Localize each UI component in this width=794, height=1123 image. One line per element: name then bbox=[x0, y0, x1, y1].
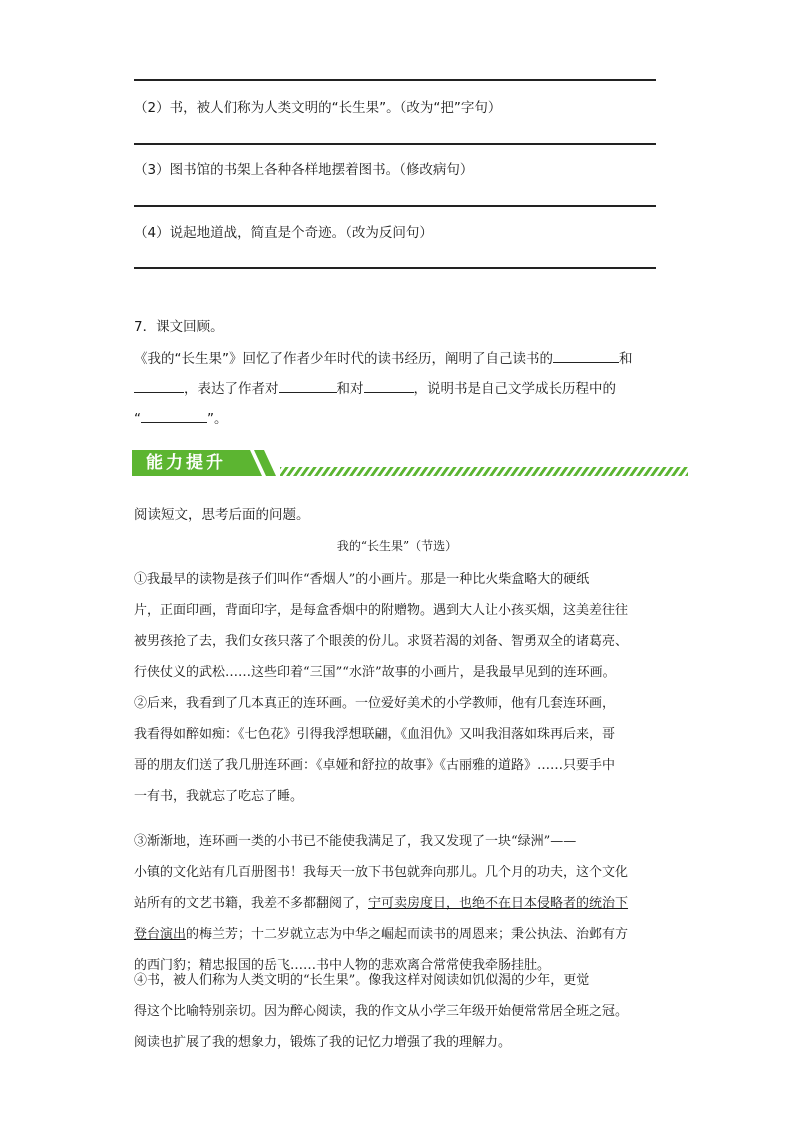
paragraph-line bbox=[134, 919, 664, 950]
q7-text: ，说明书是自己文学成长历程中的 bbox=[413, 381, 616, 397]
underlined-sentence: 宁可卖房度日，也绝不在日本侵略者的统治下 bbox=[368, 896, 629, 911]
line-text: 的梅兰芳；十二岁就立志为中华之崛起而读书的周恩来；秉公执法、治邺有方 bbox=[186, 927, 629, 942]
passage-paragraph-1 bbox=[134, 564, 664, 688]
fill-blank[interactable] bbox=[134, 378, 184, 393]
banner-label: 能力提升 bbox=[146, 453, 226, 473]
passage-paragraph-3 bbox=[134, 826, 664, 981]
question-7-line-3 bbox=[134, 408, 228, 428]
q7-text: ，表达了作者对 bbox=[184, 381, 279, 397]
section-banner bbox=[132, 446, 692, 480]
paragraph-line: ①我最早的读物是孩子们叫作“香烟人”的小画片。那是一种比火柴盒略大的硬纸 bbox=[134, 572, 590, 587]
q7-text: 《我的“长生果”》回忆了作者少年时代的读书经历，阐明了自己读书的 bbox=[134, 351, 553, 367]
passage-paragraph-2 bbox=[134, 688, 664, 812]
paragraph-line: 得这个比喻特别亲切。因为醉心阅读，我的作文从小学三年级开始便常常居全班之冠。 bbox=[134, 1004, 629, 1019]
paragraph-line: 的西门豹；精忠报国的岳飞……书中人物的悲欢离合常常使我牵肠挂肚。 bbox=[134, 958, 551, 973]
paragraph-line: 我看得如醉如痴：《七色花》引得我浮想联翩，《血泪仇》又叫我泪落如珠再后来，哥 bbox=[134, 727, 616, 742]
paragraph-line: ④书，被人们称为人类文明的“长生果”。像我这样对阅读如饥似渴的少年，更觉 bbox=[134, 973, 590, 988]
paragraph-line: ③渐渐地，连环画一类的小书已不能使我满足了，我又发现了一块“绿洲”—— bbox=[134, 834, 577, 849]
fill-blank[interactable] bbox=[279, 378, 337, 393]
paragraph-line: 被男孩抢了去，我们女孩只落了个眼羡的份儿。求贤若渴的刘备、智勇双全的诸葛亮、 bbox=[134, 634, 629, 649]
question-2: （2）书，被人们称为人类文明的“长生果”。（改为“把”字句） bbox=[134, 100, 502, 116]
reading-intro: 阅读短文，思考后面的问题。 bbox=[134, 507, 310, 523]
paragraph-line bbox=[134, 888, 664, 919]
question-7-line-1 bbox=[134, 348, 633, 368]
paragraph-line: 一有书，我就忘了吃忘了睡。 bbox=[134, 789, 304, 804]
answer-line bbox=[134, 205, 656, 207]
q7-text: 和 bbox=[619, 351, 633, 367]
paragraph-line: 行侠仗义的武松……这些印着“三国”“水浒”故事的小画片，是我最早见到的连环画。 bbox=[134, 665, 616, 680]
q7-text: ”。 bbox=[207, 411, 228, 427]
passage-paragraph-4 bbox=[134, 965, 664, 1058]
answer-line bbox=[134, 79, 656, 81]
underlined-sentence: 登台演出 bbox=[134, 927, 187, 942]
fill-blank[interactable] bbox=[141, 408, 207, 423]
answer-line bbox=[134, 267, 656, 269]
fill-blank[interactable] bbox=[364, 378, 414, 393]
paragraph-line: 阅读也扩展了我的想象力，锻炼了我的记忆力增强了我的理解力。 bbox=[134, 1035, 512, 1050]
line-text: 站所有的文艺书籍，我差不多都翻阅了， bbox=[134, 896, 369, 911]
question-4: （4）说起地道战，简直是个奇迹。（改为反问句） bbox=[134, 225, 433, 241]
paragraph-line: 哥的朋友们送了我几册连环画：《卓娅和舒拉的故事》《古丽雅的道路》……只要手中 bbox=[134, 758, 616, 773]
paragraph-line: 小镇的文化站有几百册图书！我每天一放下书包就奔向那儿。几个月的功夫，这个文化 bbox=[134, 865, 629, 880]
fill-blank[interactable] bbox=[553, 348, 619, 363]
question-3: （3）图书馆的书架上各种各样地摆着图书。（修改病句） bbox=[134, 162, 474, 178]
paragraph-line: ②后来，我看到了几本真正的连环画。一位爱好美术的小学教师，他有几套连环画， bbox=[134, 696, 616, 711]
answer-line bbox=[134, 143, 656, 145]
q7-text: “ bbox=[134, 411, 141, 427]
q7-text: 和对 bbox=[336, 381, 364, 397]
passage-title: 我的“长生果”（节选） bbox=[336, 539, 458, 553]
paragraph-line: 片，正面印画，背面印字，是每盒香烟中的附赠物。遇到大人让小孩买烟，这美差往往 bbox=[134, 603, 629, 618]
question-7-line-2 bbox=[134, 378, 616, 398]
question-7-title: 7．课文回顾。 bbox=[134, 319, 224, 335]
